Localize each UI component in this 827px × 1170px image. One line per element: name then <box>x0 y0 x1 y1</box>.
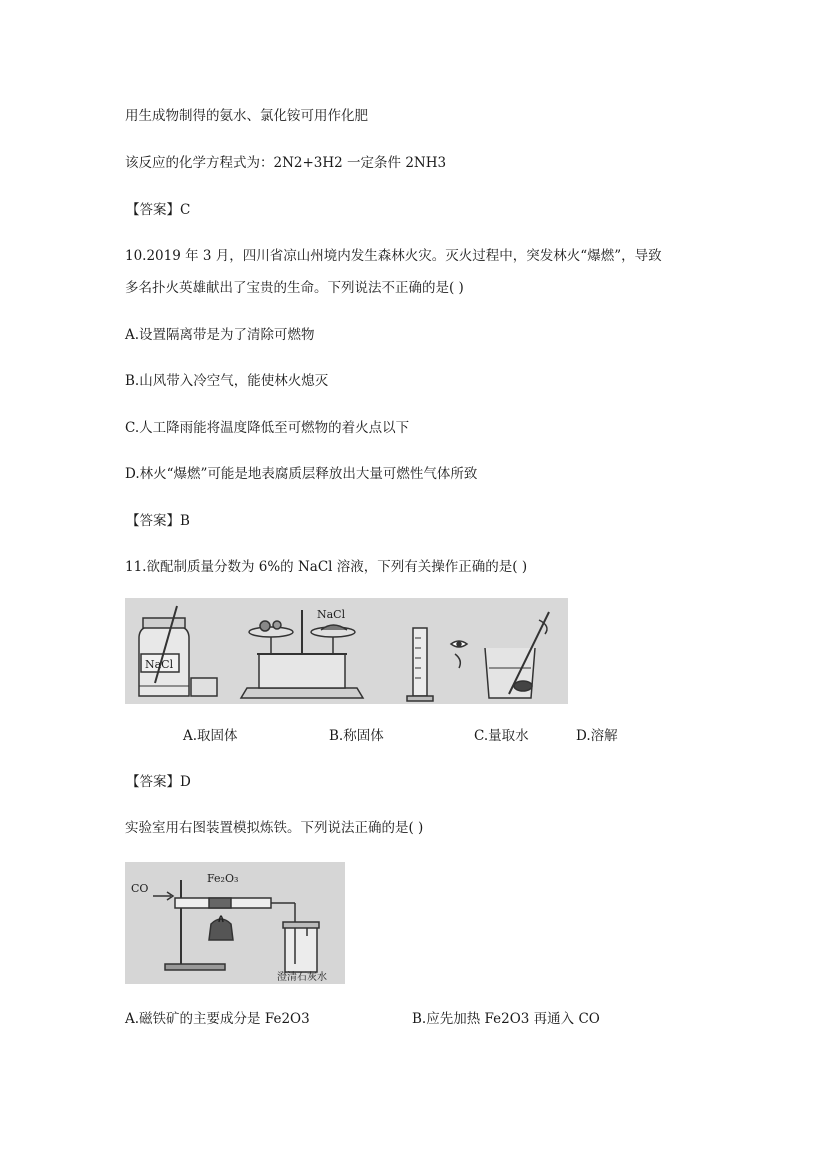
jar-label: NaCl <box>145 658 174 671</box>
graduated-cylinder-illustration <box>407 628 467 701</box>
figure-caption-C: C.量取水 <box>474 728 529 744</box>
answer-line: 【答案】D <box>126 774 191 790</box>
limewater-label: 澄清石灰水 <box>277 972 327 983</box>
reagent-label: Fe₂O₃ <box>207 872 239 885</box>
text-line: 用生成物制得的氨水、氯化铵可用作化肥 <box>125 108 368 124</box>
gas-label: CO <box>131 882 149 895</box>
option-A: A.设置隔离带是为了清除可燃物 <box>125 327 315 343</box>
iron-smelting-apparatus-figure <box>125 862 345 984</box>
balance-illustration <box>241 610 363 698</box>
answer-line: 【答案】B <box>126 513 190 529</box>
option-C: C.人工降雨能将温度降低至可燃物的着火点以下 <box>125 420 410 436</box>
option-D: D.林火“爆燃”可能是地表腐质层释放出大量可燃性气体所致 <box>125 466 478 482</box>
lab-operations-figure <box>125 598 568 704</box>
question-10-stem: 多名扑火英雄献出了宝贵的生命。下列说法不正确的是( ) <box>125 280 464 296</box>
figure-caption-D: D.溶解 <box>576 728 618 744</box>
figure-caption-A: A.取固体 <box>183 728 238 744</box>
text-line: 该反应的化学方程式为：2N2+3H2 一定条件 2NH3 <box>125 155 447 171</box>
balance-label: NaCl <box>317 608 346 621</box>
answer-line: 【答案】C <box>126 202 191 218</box>
question-11-stem: 11.欲配制质量分数为 6%的 NaCl 溶液，下列有关操作正确的是( ) <box>125 559 528 575</box>
beaker-illustration <box>485 612 549 698</box>
option-A: A.磁铁矿的主要成分是 Fe2O3 <box>125 1011 310 1027</box>
option-B: B.应先加热 Fe2O3 再通入 CO <box>412 1011 600 1027</box>
figure-caption-B: B.称固体 <box>329 728 384 744</box>
question-10-stem: 10.2019 年 3 月，四川省凉山州境内发生森林火灾。灭火过程中，突发林火“爆燃”，导致 <box>125 248 662 264</box>
option-B: B.山风带入冷空气，能使林火熄灭 <box>125 373 329 389</box>
question-12-stem: 实验室用右图装置模拟炼铁。下列说法正确的是( ) <box>125 820 424 836</box>
reagent-jar-illustration <box>139 606 217 696</box>
